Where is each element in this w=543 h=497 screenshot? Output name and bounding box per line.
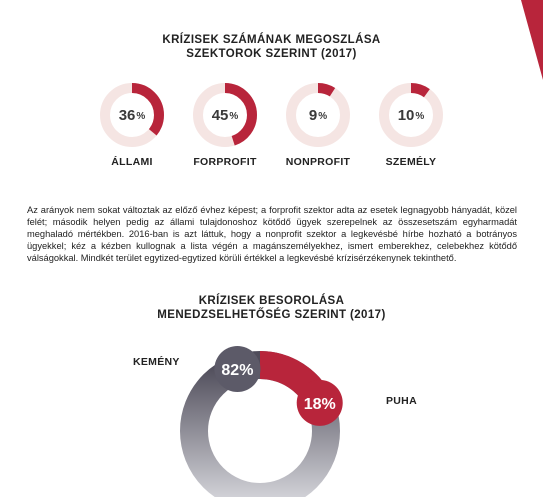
legend-label-puha: PUHA (386, 395, 417, 407)
sector-label-forprofit: FORPROFIT (193, 156, 257, 168)
unit-label-allami: % (136, 111, 146, 122)
value-label-forprofit: 45 (211, 106, 229, 124)
value-text-kemeny: 82% (221, 361, 254, 379)
section2-title-line1: KRÍZISEK BESOROLÁSA (198, 295, 345, 307)
sector-label-nonprofit: NONPROFIT (285, 156, 351, 168)
section1-title-line2: SZEKTOROK SZERINT (2017) (186, 48, 357, 60)
value-label-szemely: 10 (397, 106, 415, 124)
section1-title-line1: KRÍZISEK SZÁMÁNAK MEGOSZLÁSA (162, 34, 381, 46)
unit-label-nonprofit: % (318, 111, 328, 122)
unit-label-szemely: % (415, 111, 425, 122)
unit-label-forprofit: % (229, 111, 239, 122)
section2-title-line2: MENEDZSELHETŐSÉG SZERINT (2017) (157, 309, 386, 321)
value-text-puha: 18% (303, 395, 336, 413)
sector-label-allami: ÁLLAMI (111, 156, 153, 168)
value-label-allami: 36 (118, 106, 136, 124)
sector-label-szemely: SZEMÉLY (385, 156, 437, 168)
legend-label-kemeny: KEMÉNY (133, 356, 180, 368)
description-paragraph: Az arányok nem sokat változtak az előző évhez képest; a forprofit szektor adta az esetek legnagyobb hányadát, közel felét; második helyen pedig az állami tulajdonoshoz kötődő ügyek szerepelnek az összesetszám egyharmadát meghaladó mértékben. 2016-ban is azt láttuk, hogy a nonprofit szektor a legkevésbé hírbe hozható a botrányos ügyekkel; kéz a kézben kullognak a lista végén a magánszemélyekhez, ismert emberekhez, celebekhez kötődő válságokkal. Mindkét terület egytized-egytized körüli értékkel a legkevésbé krízisérzékenynek tekinthető. (27, 205, 517, 263)
value-label-nonprofit: 9 (308, 106, 318, 124)
